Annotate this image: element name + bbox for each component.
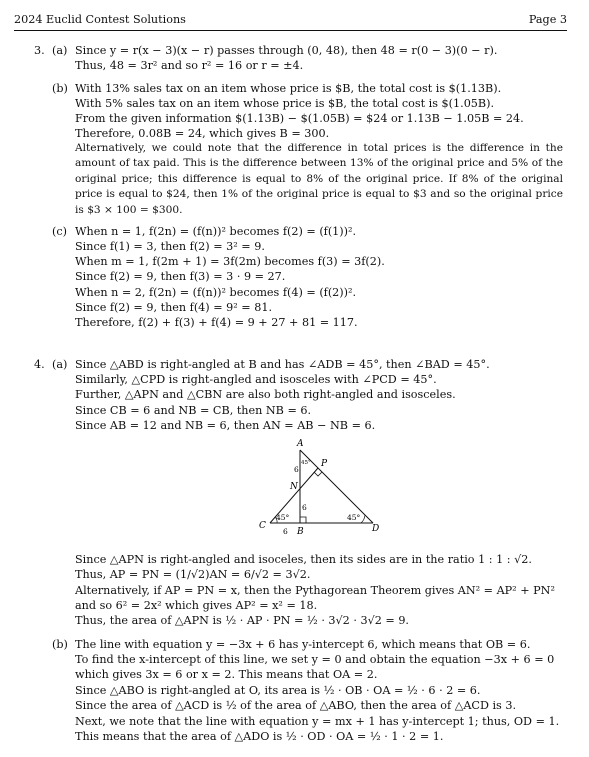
alternative-paragraph: Alternatively, we could note that the difference in total prices is the difference in the amount of tax paid. This is the difference between 13% of the original price and 5% of the original price; this difference is equal to 8% of the original price. If 8% of the original price is equal to $24, then 1% of the original price is equal to $3 and so the original price is $3 × 100 = $300. — [75, 142, 563, 216]
angle-label-c: 45° — [276, 513, 290, 522]
label-p: P — [321, 459, 328, 469]
text-line: When n = 1, f(2n) = (f(n))² becomes f(2) = (f(1))². — [75, 225, 357, 238]
label-a: A — [297, 439, 304, 449]
length-nb: 6 — [302, 503, 307, 512]
text-line: This means that the area of △ADO is ½ · OD · OA = ½ · 1 · 2 = 1. — [75, 730, 444, 743]
text-line: Therefore, f(2) + f(3) + f(4) = 9 + 27 + 81 = 117. — [75, 316, 358, 329]
label-b: B — [297, 527, 304, 537]
angle-label-a: 45° — [301, 460, 311, 466]
right-angle-b — [300, 517, 306, 523]
text-line: Since y = r(x − 3)(x − r) passes through (0, 48), then 48 = r(0 − 3)(0 − r). — [75, 44, 498, 57]
text-line: From the given information $(1.13B) − $(1.05B) = $24 or 1.13B − 1.05B = 24. — [75, 112, 524, 125]
length-cb: 6 — [283, 527, 288, 536]
text-line: When n = 2, f(2n) = (f(n))² becomes f(4) = (f(2))². — [75, 286, 357, 299]
part-label-3c: (c) — [52, 225, 67, 238]
text-line: Thus, AP = PN = (1/√2)AN = 6/√2 = 3√2. — [75, 568, 311, 581]
angle-arc-d — [361, 515, 365, 523]
text-line: Since △ABO is right-angled at O, its area is ½ · OB · OA = ½ · 6 · 2 = 6. — [75, 684, 481, 697]
triangle-diagram — [255, 439, 380, 540]
text-line: Since △APN is right-angled and isoceles, then its sides are in the ratio 1 : 1 : √2. — [75, 553, 532, 566]
text-line: Since △ABD is right-angled at B and has ∠ADB = 45°, then ∠BAD = 45°. — [75, 358, 490, 371]
header-page-number: Page 3 — [528, 13, 567, 26]
text-line: Therefore, 0.08B = 24, which gives B = 300. — [75, 127, 330, 140]
part-label-4a: (a) — [52, 358, 68, 371]
text-line: Thus, the area of △APN is ½ · AP · PN = ½ · 3√2 · 3√2 = 9. — [75, 614, 409, 627]
part-label-4b: (b) — [52, 638, 68, 651]
text-line: Since f(2) = 9, then f(3) = 3 · 9 = 27. — [75, 270, 286, 283]
text-line: To find the x-intercept of this line, we set y = 0 and obtain the equation −3x + 6 = 0 — [75, 653, 555, 666]
label-d: D — [372, 524, 380, 534]
segment-ad — [300, 450, 373, 523]
triangle-figure — [255, 439, 380, 540]
text-line: Since f(1) = 3, then f(2) = 3² = 9. — [75, 240, 265, 253]
text-line: When m = 1, f(2m + 1) = 3f(2m) becomes f(3) = 3f(2). — [75, 255, 385, 268]
length-an: 6 — [294, 465, 299, 474]
text-line: With 5% sales tax on an item whose price is $B, the total cost is $(1.05B). — [75, 97, 495, 110]
header-title: 2024 Euclid Contest Solutions — [14, 13, 186, 26]
text-line: and so 6² = 2x² which gives AP² = x² = 18. — [75, 599, 318, 612]
text-line: Similarly, △CPD is right-angled and isosceles with ∠PCD = 45°. — [75, 373, 437, 386]
text-line: Since AB = 12 and NB = 6, then AN = AB − NB = 6. — [75, 419, 376, 432]
angle-label-d: 45° — [347, 513, 361, 522]
text-line: With 13% sales tax on an item whose price is $B, the total cost is $(1.13B). — [75, 82, 502, 95]
part-label-3b: (b) — [52, 82, 68, 95]
label-n: N — [290, 482, 298, 492]
question-number-4: 4. — [34, 358, 45, 371]
text-line: which gives 3x = 6 or x = 2. This means that OA = 2. — [75, 668, 378, 681]
question-number-3: 3. — [34, 44, 45, 57]
text-line: Thus, 48 = 3r² and so r² = 16 or r = ±4. — [75, 59, 304, 72]
text-line: Further, △APN and △CBN are also both right-angled and isosceles. — [75, 388, 456, 401]
part-label-3a: (a) — [52, 44, 68, 57]
right-angle-p — [314, 472, 322, 476]
text-line: Since f(2) = 9, then f(4) = 9² = 81. — [75, 301, 273, 314]
text-line: Next, we note that the line with equation y = mx + 1 has y-intercept 1; thus, OD = 1. — [75, 715, 560, 728]
text-line: Since CB = 6 and NB = CB, then NB = 6. — [75, 404, 312, 417]
text-line: The line with equation y = −3x + 6 has y-intercept 6, which means that OB = 6. — [75, 638, 531, 651]
label-c: C — [259, 521, 266, 531]
text-line: Since the area of △ACD is ½ of the area of △ABO, then the area of △ACD is 3. — [75, 699, 517, 712]
text-line: Alternatively, if AP = PN = x, then the Pythagorean Theorem gives AN² = AP² + PN² — [75, 584, 555, 597]
page-header — [14, 12, 567, 31]
